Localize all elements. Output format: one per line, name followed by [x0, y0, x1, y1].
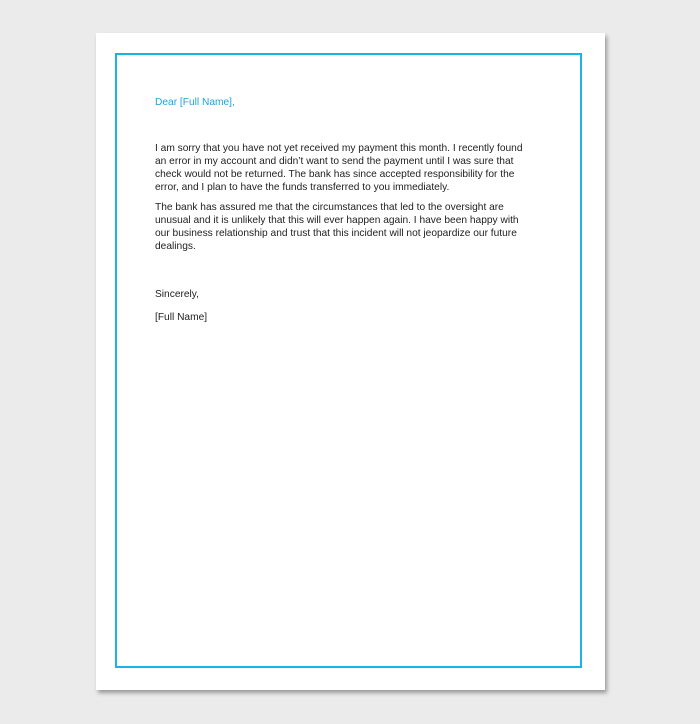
letter-paragraph-2: The bank has assured me that the circumstances that led to the oversight are unusual and it is unlikely that this will ever happen again. I have been happy with our business relationship and trust that this incident will not jeopardize our future dealings.	[155, 202, 519, 252]
letter-paragraph-1: I am sorry that you have not yet received my payment this month. I recently found an error in my account and didn’t want to send the payment until I was sure that check would not be returned. The bank has since accepted responsibility for the error, and I plan to have the funds transferred to you immediately.	[155, 143, 523, 193]
letter-body	[155, 96, 527, 324]
letter-closing: Sincerely,	[155, 289, 199, 300]
letter-greeting: Dear [Full Name],	[155, 97, 235, 108]
document-page	[96, 33, 605, 690]
letter-signature-name: [Full Name]	[155, 312, 208, 323]
